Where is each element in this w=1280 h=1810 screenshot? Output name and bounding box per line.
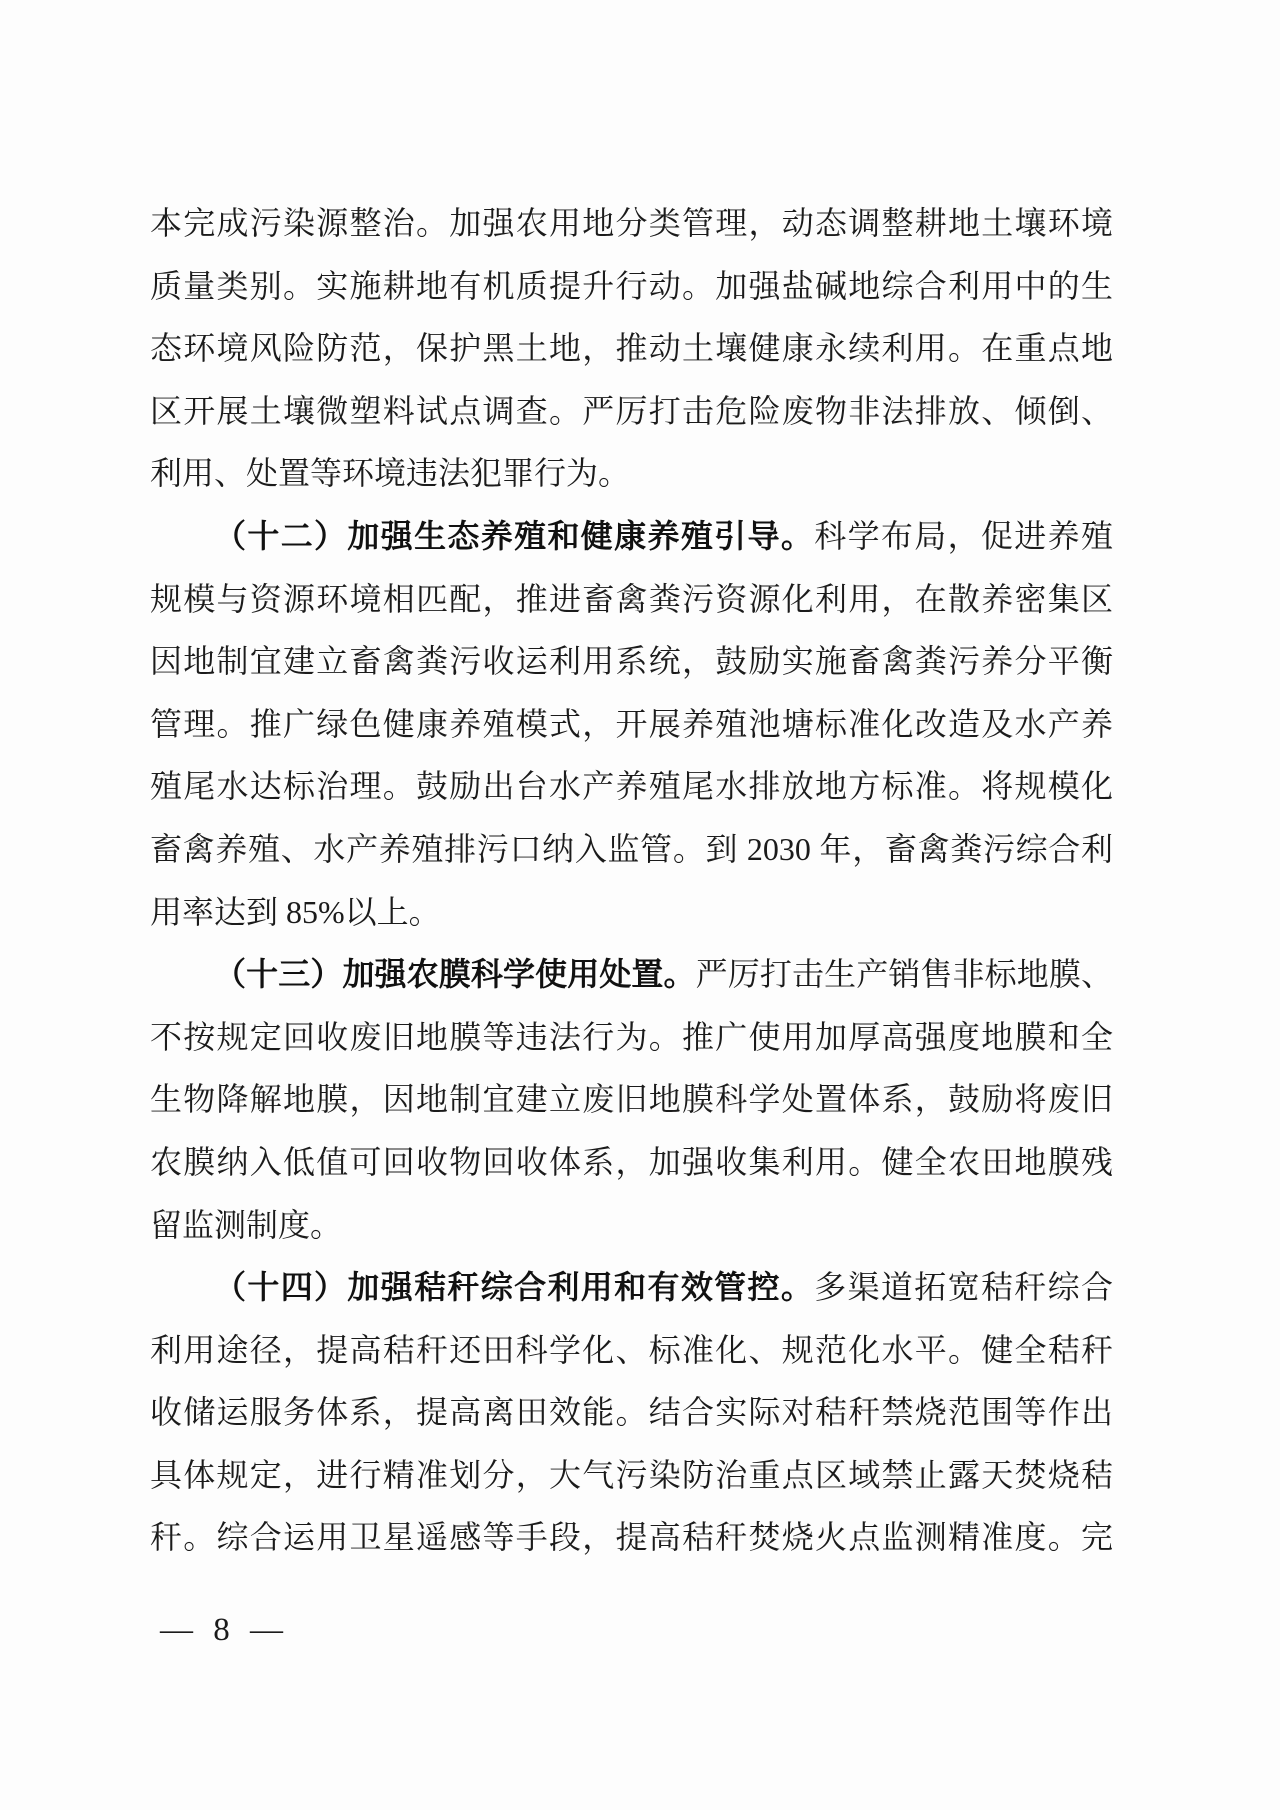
text-segment: 收储运服务体系，提高离田效能。结合实际对秸秆禁烧范围等作出 <box>150 1394 1113 1431</box>
text-line <box>150 1444 1113 1507</box>
paragraph-heading: （十二）加强生态养殖和健康养殖引导。 <box>214 517 815 554</box>
text-line <box>150 1506 1113 1569</box>
text-segment: 科学布局，促进养殖 <box>814 517 1113 554</box>
paragraph-heading: （十四）加强秸秆综合利用和有效管控。 <box>214 1269 815 1306</box>
text-line <box>150 505 1113 568</box>
text-line <box>150 255 1113 318</box>
page-number: — 8 — <box>160 1612 284 1648</box>
text-segment: 农膜纳入低值可回收物回收体系，加强收集利用。健全农田地膜残 <box>150 1143 1113 1180</box>
text-line <box>150 192 1113 255</box>
text-segment: 利用途径，提高秸秆还田科学化、标准化、规范化水平。健全秸秆 <box>150 1331 1113 1368</box>
text-segment: 秆。综合运用卫星遥感等手段，提高秸秆焚烧火点监测精准度。完 <box>150 1519 1113 1556</box>
text-segment: 本完成污染源整治。加强农用地分类管理，动态调整耕地土壤环境 <box>150 205 1113 241</box>
text-line <box>150 818 1113 881</box>
text-line <box>150 943 1113 1006</box>
text-line <box>150 1006 1113 1069</box>
text-line <box>150 568 1113 631</box>
text-segment: 殖尾水达标治理。鼓励出台水产养殖尾水排放地方标准。将规模化 <box>150 768 1113 805</box>
text-line <box>150 1131 1113 1194</box>
text-segment: 畜禽养殖、水产养殖排污口纳入监管。到 2030 年，畜禽粪污综合利 <box>150 830 1113 867</box>
text-segment: 因地制宜建立畜禽粪污收运利用系统，鼓励实施畜禽粪污养分平衡 <box>150 643 1113 680</box>
text-segment: 利用、处置等环境违法犯罪行为。 <box>150 455 631 492</box>
text-line <box>150 442 1113 505</box>
text-segment: 多渠道拓宽秸秆综合 <box>814 1269 1113 1306</box>
paragraph-heading: （十三）加强农膜科学使用处置。 <box>214 956 696 993</box>
text-segment: 生物降解地膜，因地制宜建立废旧地膜科学处置体系，鼓励将废旧 <box>150 1081 1113 1118</box>
text-segment: 质量类别。实施耕地有机质提升行动。加强盐碱地综合利用中的生 <box>150 267 1113 304</box>
text-line <box>150 317 1113 380</box>
text-line <box>150 693 1113 756</box>
text-line <box>150 380 1113 443</box>
text-segment: 用率达到 85%以上。 <box>150 893 441 930</box>
text-segment: 具体规定，进行精准划分，大气污染防治重点区域禁止露天焚烧秸 <box>150 1456 1113 1493</box>
text-segment: 严厉打击生产销售非标地膜、 <box>695 956 1113 993</box>
text-line <box>150 881 1113 944</box>
text-segment: 区开展土壤微塑料试点调查。严厉打击危险废物非法排放、倾倒、 <box>150 392 1113 429</box>
text-line <box>150 1194 1113 1257</box>
text-segment: 管理。推广绿色健康养殖模式，开展养殖池塘标准化改造及水产养 <box>150 705 1113 742</box>
text-line <box>150 755 1113 818</box>
text-segment: 态环境风险防范，保护黑土地，推动土壤健康永续利用。在重点地 <box>150 330 1113 367</box>
text-segment: 不按规定回收废旧地膜等违法行为。推广使用加厚高强度地膜和全 <box>150 1018 1113 1055</box>
text-segment: 留监测制度。 <box>150 1206 343 1243</box>
document-body <box>150 192 1113 1569</box>
text-segment: 规模与资源环境相匹配，推进畜禽粪污资源化利用，在散养密集区 <box>150 580 1113 617</box>
text-line <box>150 1068 1113 1131</box>
text-line <box>150 1256 1113 1319</box>
text-line <box>150 1319 1113 1382</box>
text-line <box>150 1381 1113 1444</box>
text-line <box>150 630 1113 693</box>
